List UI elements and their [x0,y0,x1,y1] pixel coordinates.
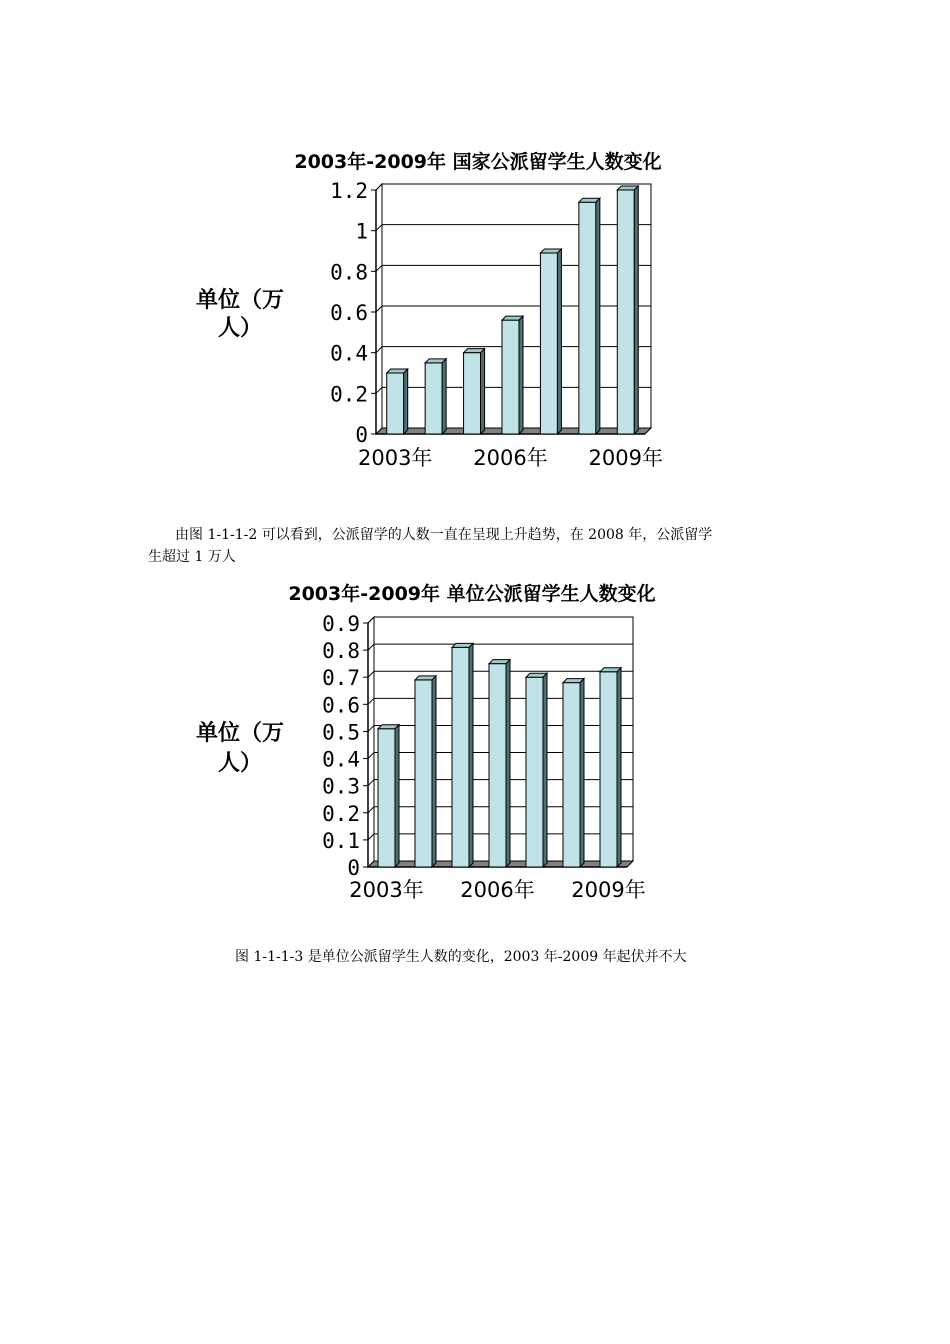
bar-front [563,683,580,867]
bar [464,349,485,434]
chart-2 [196,582,656,902]
bar-front [378,729,395,867]
bar-front [489,664,506,867]
bar-side [481,349,485,434]
bar-front [540,253,557,434]
y-tick-label: 1.2 [330,179,368,203]
bar [489,660,510,867]
y-axis-label-line-1: 单位（万 [195,721,285,746]
bar-front [452,647,469,867]
y-tick-label: 1 [355,219,368,244]
bar-front [526,677,543,867]
bar [452,643,473,867]
bar-front [579,202,596,434]
bar-front [464,353,481,434]
chart-title: 2003年-2009年 国家公派留学生人数变化 [294,151,662,173]
bar [425,359,446,434]
paragraph-2: 图 1-1-1-3 是单位公派留学生人数的变化，2003 年-2009 年起伏并不大 [235,949,687,965]
bar-side [506,660,510,867]
bar [563,679,584,867]
bar [579,198,600,434]
bar-front [415,680,432,867]
bar-side [519,316,523,434]
bar [617,186,638,434]
y-tick-label: 0.1 [322,828,360,853]
paragraph-1-line-1: 由图 1-1-1-2 可以看到，公派留学的人数一直在呈现上升趋势，在 2008 年，公派留学 [175,527,713,543]
bar-side [557,249,561,434]
y-tick-label: 0.2 [330,382,368,407]
y-tick-label: 0.6 [330,301,368,325]
y-tick-label: 0.7 [322,666,360,691]
bar-side [432,676,436,867]
y-tick-label: 0 [355,423,368,447]
y-tick-label: 0.9 [322,612,360,636]
bar-side [617,668,621,867]
bar [600,668,621,867]
x-tick-label: 2009年 [571,878,646,902]
bar-front [387,373,404,434]
x-tick-label: 2003年 [349,878,424,902]
y-tick-label: 0.5 [322,720,360,745]
bar-side [404,369,408,434]
y-tick-label: 0.4 [322,747,360,772]
bar-side [596,198,600,434]
bar [526,673,547,867]
y-axis-label-line-2: 人） [217,316,263,341]
bar-side [442,359,446,434]
paragraph-1-line-2: 生超过 1 万人 [148,549,236,565]
chart-title: 2003年-2009年 单位公派留学生人数变化 [288,583,656,605]
bar-front [600,672,617,867]
bar-side [580,679,584,867]
x-tick-label: 2009年 [588,446,664,470]
x-tick-label: 2006年 [460,878,535,902]
x-tick-label: 2006年 [473,446,548,470]
x-tick-label: 2003年 [357,446,433,470]
bar [387,369,408,434]
bar-front [617,190,634,434]
y-tick-label: 0.6 [322,693,360,718]
bar-front [425,363,442,434]
bar-front [502,320,519,434]
bar [502,316,523,434]
bar-side [395,725,399,867]
y-tick-label: 0 [347,856,360,880]
bar-side [543,673,547,867]
bar-side [634,186,638,434]
bar [540,249,561,434]
y-tick-label: 0.8 [322,639,360,664]
bar [415,676,436,867]
y-tick-label: 0.3 [322,774,360,799]
y-tick-label: 0.2 [322,801,360,826]
plot-side-wall [368,617,374,867]
bar [378,725,399,867]
y-axis-label-line-2: 人） [217,751,263,776]
y-tick-label: 0.8 [330,260,368,285]
bar-side [469,643,473,867]
y-axis-label-line-1: 单位（万 [195,288,285,313]
chart-1 [196,150,663,470]
y-tick-label: 0.4 [330,341,368,366]
